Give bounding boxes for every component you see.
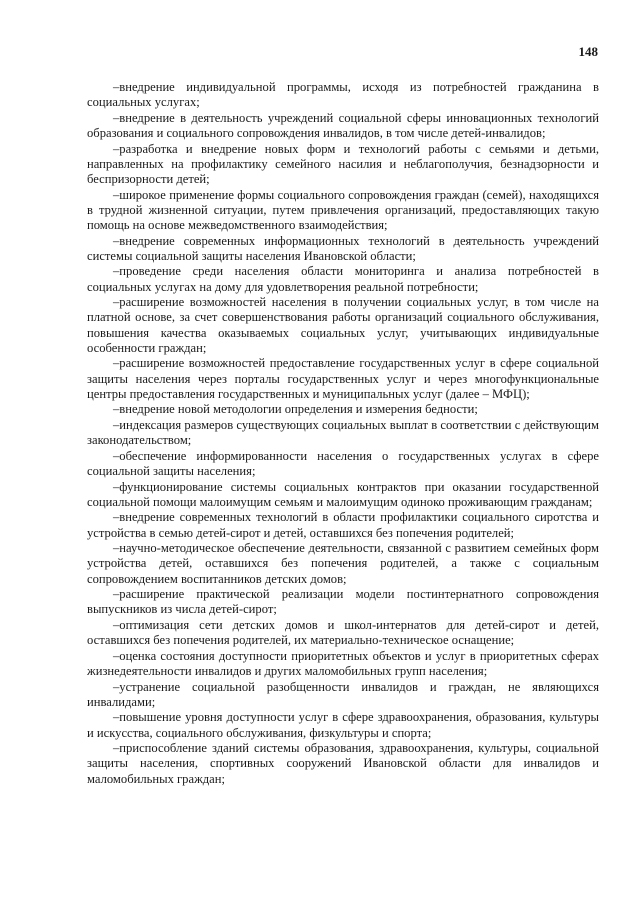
list-item: –оптимизация сети детских домов и школ-интернатов для детей-сирот и детей, оставшихся без попечения родителей, их материально-техническое оснащение; <box>87 617 599 648</box>
list-item: –приспособление зданий системы образования, здравоохранения, культуры, социальной защиты населения, спортивных сооружений Ивановской области для инвалидов и маломобильных граждан; <box>87 741 599 786</box>
list-item: –внедрение современных технологий в области профилактики социального сиротства и устройства в семью детей-сирот и детей, оставшихся без попечения родителей; <box>87 510 599 540</box>
list-item: –повышение уровня доступности услуг в сфере здравоохранения, образования, культуры и искусства, социального обслуживания, физкультуры и спорта; <box>87 710 599 740</box>
list-item: –проведение среди населения области мониторинга и анализа потребностей в социальных услугах на дому для удовлетворения реальной потребности; <box>87 264 599 294</box>
list-item: –широкое применение формы социального сопровождения граждан (семей), находящихся в трудной жизненной ситуации, путем привлечения организаций, предоставляющих такую помощь на основе межведомственного взаимодействия; <box>87 187 599 232</box>
list-item: –расширение возможностей предоставление государственных услуг в сфере социальной защиты населения через порталы государственных услуг и через многофункциональные центры предоставления государственных и муниципальных услуг (далее – МФЦ); <box>87 356 599 401</box>
list-item: –оценка состояния доступности приоритетных объектов и услуг в приоритетных сферах жизнедеятельности инвалидов и других маломобильных групп населения; <box>87 648 599 678</box>
list-item: –функционирование системы социальных контрактов при оказании государственной социальной помощи малоимущим семьям и малоимущим одиноко проживающим гражданам; <box>87 479 599 509</box>
list-item: –индексация размеров существующих социальных выплат в соответствии с действующим законодательством; <box>87 417 599 448</box>
list-item: –внедрение в деятельность учреждений социальной сферы инновационных технологий образования и социального сопровождения инвалидов, в том числе детей-инвалидов; <box>87 110 599 140</box>
document-body <box>87 80 599 787</box>
list-item: –устранение социальной разобщенности инвалидов и граждан, не являющихся инвалидами; <box>87 679 599 709</box>
list-item: –разработка и внедрение новых форм и технологий работы с семьями и детьми, направленных на профилактику семейного насилия и неблагополучия, безнадзорности и беспризорности детей; <box>87 141 599 186</box>
list-item: –расширение возможностей населения в получении социальных услуг, в том числе на платной основе, за счет совершенствования работы организаций социального обслуживания, повышения качества оказываемых социальных услуг, учитывающих индивидуальные особенности граждан; <box>87 295 599 355</box>
list-item: –внедрение новой методологии определения и измерения бедности; <box>113 402 478 417</box>
page-number: 148 <box>578 44 598 59</box>
list-item: –внедрение индивидуальной программы, исходя из потребностей гражданина в социальных услугах; <box>87 80 599 110</box>
list-item: –расширение практической реализации модели постинтернатного сопровождения выпускников из числа детей-сирот; <box>87 587 599 617</box>
list-item: –внедрение современных информационных технологий в деятельность учреждений системы социальной защиты населения Ивановской области; <box>87 233 599 263</box>
list-item: –научно-методическое обеспечение деятельности, связанной с развитием семейных форм устройства детей, оставшихся без попечения родителей, а также с социальным сопровождением воспитанников детских домов; <box>87 541 599 586</box>
list-item: –обеспечение информированности населения о государственных услугах в сфере социальной защиты населения; <box>87 448 599 478</box>
